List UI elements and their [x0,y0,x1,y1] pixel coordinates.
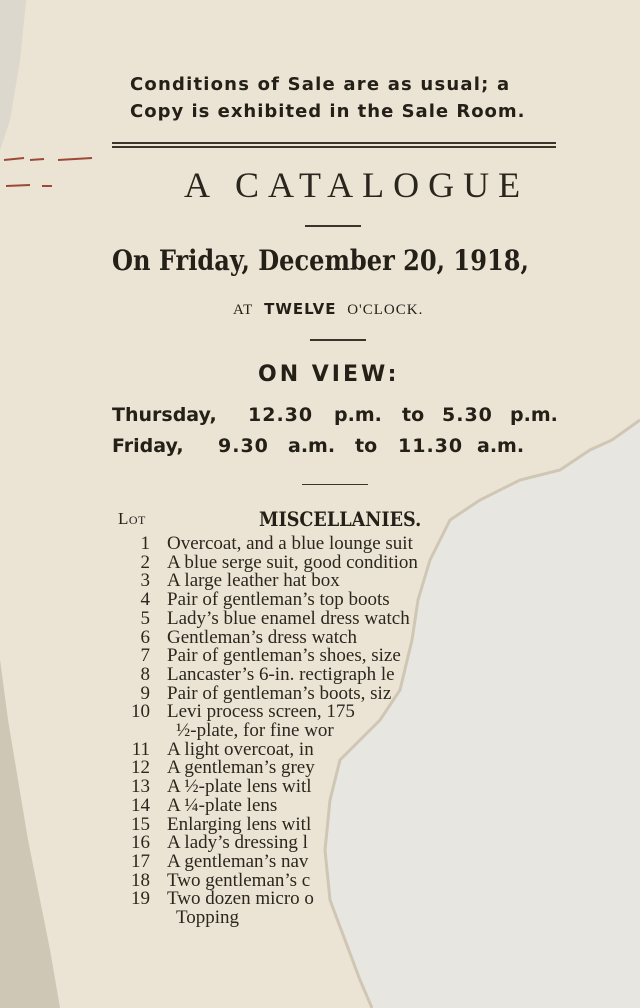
on-view-row-thursday [112,404,558,426]
lot-description: A light overcoat, in [167,738,314,760]
time-prefix: AT [233,302,254,318]
lot-label: Lot [118,509,146,528]
date-line: On Friday, December 20, 1918, [112,244,529,277]
title-rule [305,225,361,227]
lot-number: 18 [131,869,150,891]
lot-description: A lady’s dressing l [167,832,308,854]
lot-description: Enlarging lens witl [167,813,312,835]
view-from-unit: p.m. [334,404,382,426]
view-to: 11.30 [398,435,464,457]
lot-description: Pair of gentleman’s shoes, size [167,645,401,667]
time-line [233,300,423,319]
lot-description: Pair of gentleman’s boots, siz [167,682,392,704]
view-from: 9.30 [218,435,269,457]
view-to-unit: p.m. [510,404,558,426]
lot-description: A large leather hat box [167,570,340,592]
lot-number: 3 [140,570,150,592]
lot-number: 9 [140,682,150,704]
lot-description: Two dozen micro o [167,888,314,910]
lot-number: 19 [131,888,150,910]
view-day: Thursday, [112,404,217,426]
lot-number: 5 [140,607,150,629]
lot-number: 8 [140,663,150,685]
lot-description: ½-plate, for fine wor [176,720,334,741]
time-rule [310,339,366,341]
double-rule-bottom [112,146,556,148]
section-heading: MISCELLANIES. [259,507,422,531]
lot-number: 16 [131,832,150,854]
on-view-row-friday [112,435,525,457]
view-to: 5.30 [442,404,493,426]
time-bold: TWELVE [264,300,337,318]
lot-description: Lady’s blue enamel dress watch [167,607,410,629]
lot-description: Pair of gentleman’s top boots [167,589,390,611]
lot-description: Gentleman’s dress watch [167,626,357,648]
lot-description: A gentleman’s nav [167,850,309,872]
lot-number: 13 [131,776,150,798]
lot-number: 4 [140,589,150,611]
lot-description: A gentleman’s grey [167,757,315,779]
view-rule [302,484,368,485]
lot-description: Topping [176,907,240,928]
lot-number: 10 [131,701,150,723]
lot-description: Lancaster’s 6-in. rectigraph le [167,663,395,685]
time-suffix: O'CLOCK. [347,302,424,318]
lot-description: Two gentleman’s c [167,869,311,891]
lot-description: Overcoat, and a blue lounge suit [167,533,413,554]
conditions-line-2: Copy is exhibited in the Sale Room. [130,101,526,122]
view-to-unit: a.m. [477,435,525,457]
view-from-unit: a.m. [288,435,336,457]
lot-description: A ½-plate lens witl [167,776,312,798]
view-to-word: to [402,404,425,426]
lot-number: 15 [131,813,150,835]
conditions-line-1: Conditions of Sale are as usual; a [130,74,511,95]
on-view-heading: ON VIEW: [258,362,400,387]
lot-description: A blue serge suit, good condition [167,551,418,573]
lot-number: 2 [140,551,150,573]
lot-number: 6 [140,626,150,648]
view-to-word: to [355,435,378,457]
lot-number: 14 [131,794,150,816]
lot-number: 17 [131,850,150,872]
lot-description: Levi process screen, 175 [167,701,355,723]
lot-description: A ¼-plate lens [167,794,278,816]
lot-number: 12 [131,757,150,779]
view-from: 12.30 [248,404,314,426]
double-rule-top [112,142,556,144]
catalogue-title: A CATALOGUE [184,165,530,205]
lot-number: 11 [131,738,150,760]
view-day: Friday, [112,435,184,457]
lot-number: 7 [140,645,150,667]
lot-number: 1 [140,533,150,554]
